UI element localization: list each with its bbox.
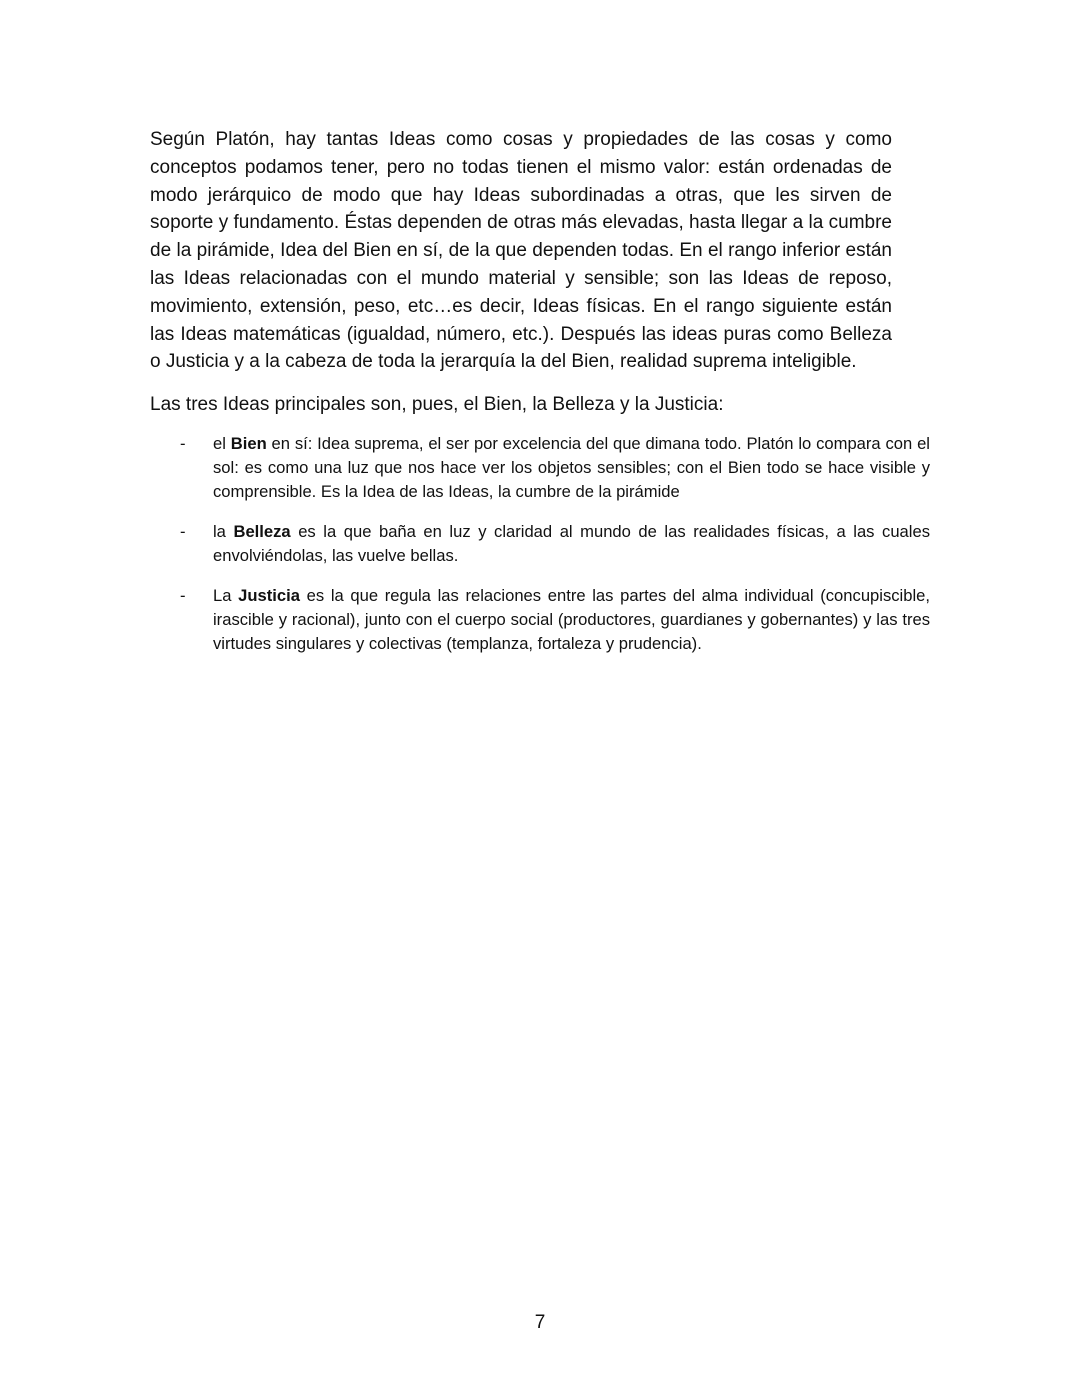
list-bullet: -: [180, 586, 186, 605]
list-item-term: Justicia: [238, 586, 300, 605]
list-item-term: Belleza: [233, 522, 291, 541]
list-bullet: -: [180, 434, 186, 453]
list-item-bien: [180, 432, 930, 504]
list-item-belleza: [180, 520, 930, 568]
ideas-list: [180, 432, 930, 672]
main-paragraph: Según Platón, hay tantas Ideas como cosas y propiedades de las cosas y como conceptos podamos tener, pero no todas tienen el mismo valor: están ordenadas de modo jerárquico de modo que hay Ideas subordinadas a otras, que les sirven de soporte y fundamento. Éstas dependen de otras más elevadas, hasta llegar a la cumbre de la pirámide, Idea del Bien en sí, de la que dependen todas. En el rango inferior están las Ideas relacionadas con el mundo material y sensible; son las Ideas de reposo, movimiento, extensión, peso, etc…es decir, Ideas físicas. En el rango siguiente están las Ideas matemáticas (igualdad, número, etc.). Después las ideas puras como Belleza o Justicia y a la cabeza de toda la jerarquía la del Bien, realidad suprema inteligible.: [150, 129, 892, 373]
list-item-term: Bien: [230, 434, 267, 453]
list-item-text: en sí: Idea suprema, el ser por excelencia del que dimana todo. Platón lo compara con el sol: es como una luz que nos hace ver los objetos sensibles; con el Bien todo se hace visible y comprensible. Es la Idea de las Ideas, la cumbre de la pirámide: [213, 434, 930, 501]
list-bullet: -: [180, 522, 186, 541]
list-item-text: es la que baña en luz y claridad al mundo de las realidades físicas, a las cuales envolviéndolas, las vuelve bellas.: [213, 522, 930, 565]
ideas-intro-line: Las tres Ideas principales son, pues, el Bien, la Belleza y la Justicia:: [150, 394, 724, 415]
list-item-prefix: la: [213, 522, 234, 541]
list-item-justicia: [180, 584, 930, 656]
page-number: 7: [534, 1312, 546, 1333]
list-item-text: es la que regula las relaciones entre las partes del alma individual (concupiscible, irascible y racional), junto con el cuerpo social (productores, guardianes y gobernantes) y las tres virtudes singulares y colectivas (templanza, fortaleza y prudencia).: [213, 586, 930, 653]
list-item-prefix: La: [213, 586, 239, 605]
list-item-prefix: el: [213, 434, 231, 453]
